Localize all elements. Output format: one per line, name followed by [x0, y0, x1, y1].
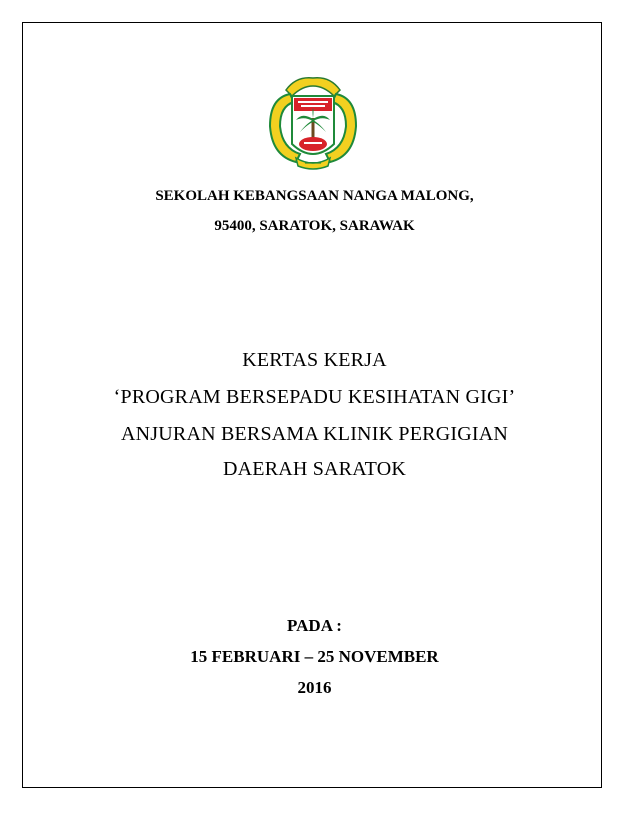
title-line-4: DAERAH SARATOK [222, 458, 406, 480]
title-line-2: ‘PROGRAM BERSEPADU KESIHATAN GIGI’ [113, 386, 516, 408]
date-year: 2016 [297, 678, 332, 697]
title-line-3: ANJURAN BERSAMA KLINIK PERGIGIAN [121, 423, 508, 445]
date-range: 15 FEBRUARI – 25 NOVEMBER [190, 647, 439, 666]
date-label: PADA : [287, 616, 342, 635]
school-address: 95400, SARATOK, SARAWAK [214, 218, 415, 234]
title-line-1: KERTAS KERJA [242, 349, 387, 371]
school-crest-logo [266, 74, 360, 172]
school-name: SEKOLAH KEBANGSAAN NANGA MALONG, [155, 188, 474, 204]
